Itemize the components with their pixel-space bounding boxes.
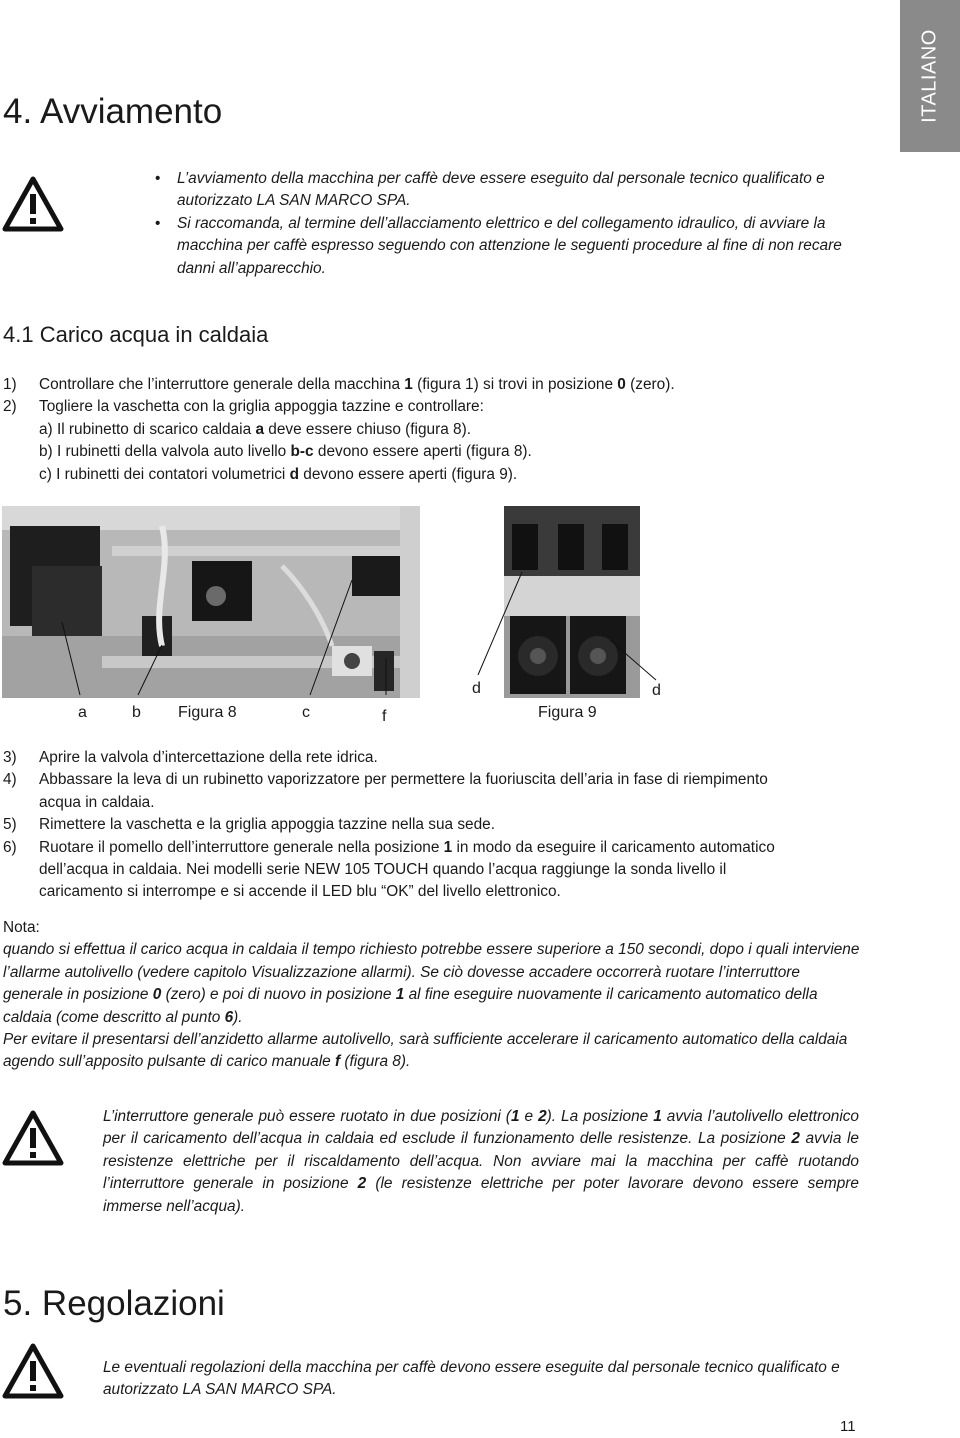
- section-5-title: 5. Regolazioni: [3, 1284, 225, 1323]
- note-label: Nota:: [3, 919, 40, 936]
- step-2-sub-c: c) I rubinetti dei contatori volumetrici d devono essere aperti (figura 9).: [39, 465, 518, 483]
- note-paragraph: quando si effettua il carico acqua in caldaia il tempo richiesto potrebbe essere superiore a 150 secondi, dopo i quali interviene l’allarme autolivello (vedere capitolo Visualizzazione allarmi). Se ciò dovesse accadere occorrerà ruotare l’interruttore generale in posizione 0 (zero) e poi di nuovo in posizione 1 al fine eseguire nuovamente il caricamento automatico della caldaia (come descritto al punto 6).: [3, 941, 860, 1026]
- page-number: 11: [840, 1418, 856, 1435]
- step-6: 6) Ruotare il pomello dell’interruttore generale nella posizione 1 in modo da eseguire il caricamento automatico dell’acqua in caldaia. Nei modelli serie NEW 105 TOUCH quando l’acqua raggiunge la sonda livello il caricamento si interrompe e si accende il LED blu “OK” del livello elettronico.: [3, 838, 775, 901]
- figure-label-c: c: [302, 704, 310, 721]
- bullet-item: • L’avviamento della macchina per caffè deve essere eseguito dal personale tecnico qualificato e autorizzato LA SAN MARCO SPA.: [177, 168, 867, 213]
- section-41-title: 4.1 Carico acqua in caldaia: [3, 322, 269, 347]
- bullet-item: • Si raccomanda, al termine dell’allacciamento elettrico e del collegamento idraulico, di avviare la macchina per caffè espresso seguendo con attenzione le seguenti procedure al fine di non recare danni all’apparecchio.: [177, 213, 867, 280]
- figure-9-caption: Figura 9: [538, 704, 597, 721]
- step-2-sub-a: a) Il rubinetto di scarico caldaia a deve essere chiuso (figura 8).: [39, 420, 472, 438]
- note-block: [3, 917, 861, 1074]
- note-paragraph: Per evitare il presentarsi dell’anzidetto allarme autolivello, sarà sufficiente accelerare il caricamento automatico della caldaia agendo sull’apposito pulsante di carico manuale f (figura 8).: [3, 1031, 848, 1071]
- language-tab-label: ITALIANO: [918, 29, 941, 123]
- warning-switch-text: L’interruttore generale può essere ruotato in due posizioni (1 e 2). La posizione 1 avvia l’autolivello elettronico per il caricamento dell’acqua in caldaia ed esclude il funzionamento delle resistenze. La posizione 2 avvia le resistenze elettriche per il riscaldamento dell’acqua. Non avviare mai la macchina per caffè ruotando l’interruttore generale in posizione 2 (le resistenze elettriche per poter lavorare devono essere sempre immerse nell’acqua).: [103, 1108, 859, 1215]
- step-3: 3) Aprire la valvola d’intercettazione della rete idrica.: [3, 749, 378, 766]
- warning-icon: [2, 176, 64, 232]
- step-2-sub-b: b) I rubinetti della valvola auto livello b-c devono essere aperti (figura 8).: [39, 443, 532, 461]
- figure-8-caption: Figura 8: [178, 704, 237, 721]
- section-5-text: Le eventuali regolazioni della macchina per caffè devono essere eseguite dal personale tecnico qualificato e autorizzato LA SAN MARCO SPA.: [103, 1359, 840, 1399]
- warning-icon: [2, 1343, 64, 1399]
- step-4: 4) Abbassare la leva di un rubinetto vaporizzatore per permettere la fuoriuscita dell’aria in fase di riempimento acqua in caldaia.: [3, 771, 768, 811]
- figure-label-f: f: [382, 708, 387, 725]
- step-2: 2) Togliere la vaschetta con la griglia appoggia tazzine e controllare:: [3, 398, 484, 416]
- figure-label-a: a: [78, 704, 87, 721]
- warning-icon: [2, 1110, 64, 1166]
- language-tab: [900, 0, 960, 152]
- figure-label-b: b: [132, 704, 141, 721]
- step-list-2: [3, 747, 803, 904]
- step-5: 5) Rimettere la vaschetta e la griglia appoggia tazzine nella sua sede.: [3, 816, 496, 834]
- step-list-1: [3, 374, 783, 486]
- section-4-title: 4. Avviamento: [3, 92, 223, 131]
- figure-label-d: d: [652, 682, 661, 699]
- figure-label-d: d: [472, 680, 481, 697]
- step-1: 1) Controllare che l’interruttore generale della macchina 1 (figura 1) si trovi in posizione 0 (zero).: [3, 376, 675, 393]
- intro-bullets: [177, 168, 867, 280]
